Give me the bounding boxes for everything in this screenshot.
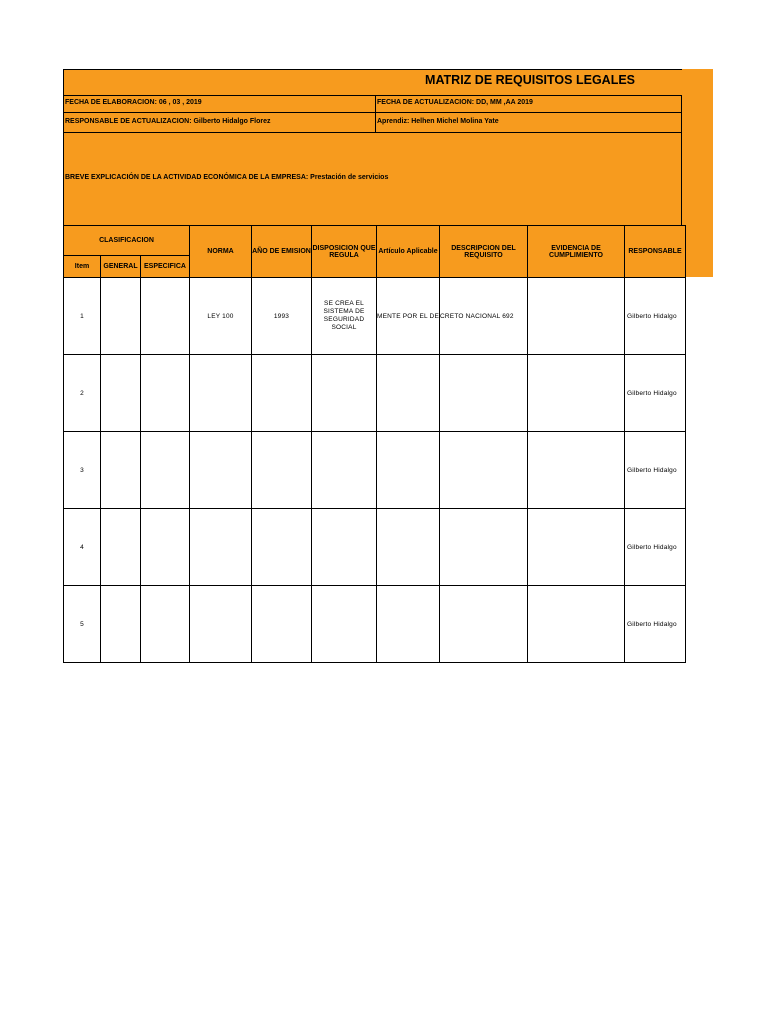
cell-anio[interactable] — [252, 586, 312, 663]
cell-norma[interactable] — [190, 355, 252, 432]
cell-articulo[interactable] — [377, 355, 440, 432]
cell-articulo[interactable] — [377, 509, 440, 586]
col-evidencia: EVIDENCIA DE CUMPLIMIENTO — [528, 226, 625, 278]
col-disposicion: DISPOSICION QUE REGULA — [312, 226, 377, 278]
fecha-actualizacion: FECHA DE ACTUALIZACION: DD, MM ,AA 2019 — [377, 99, 533, 106]
cell-general[interactable] — [101, 432, 141, 509]
cell-item: 5 — [64, 586, 101, 663]
table-row — [64, 355, 686, 432]
cell-evidencia[interactable] — [528, 586, 625, 663]
cell-especifica[interactable] — [141, 432, 190, 509]
cell-responsable[interactable]: Gilberto Hidalgo — [625, 355, 686, 432]
cell-articulo[interactable]: MENTE POR EL DE — [377, 278, 440, 355]
cell-articulo[interactable] — [377, 586, 440, 663]
header-white-gap — [682, 225, 713, 277]
cell-norma[interactable]: LEY 100 — [190, 278, 252, 355]
cell-disposicion[interactable] — [312, 586, 377, 663]
cell-especifica[interactable] — [141, 586, 190, 663]
cell-general[interactable] — [101, 355, 141, 432]
requisitos-table — [63, 225, 686, 663]
col-responsable: RESPONSABLE — [625, 226, 686, 278]
cell-descripcion[interactable]: CRETO NACIONAL 692 — [440, 278, 528, 355]
responsable-actualizacion: RESPONSABLE DE ACTUALIZACION: Gilberto Hidalgo Florez — [65, 118, 271, 125]
cell-evidencia[interactable] — [528, 278, 625, 355]
cell-general[interactable] — [101, 278, 141, 355]
page-title: MATRIZ DE REQUISITOS LEGALES — [425, 73, 635, 87]
cell-norma[interactable] — [190, 586, 252, 663]
col-anio-emision: AÑO DE EMISION — [252, 226, 312, 278]
table-row — [64, 278, 686, 355]
cell-anio[interactable] — [252, 509, 312, 586]
col-general: GENERAL — [101, 256, 141, 278]
cell-responsable[interactable]: Gilberto Hidalgo — [625, 432, 686, 509]
cell-disposicion[interactable]: SE CREA EL SISTEMA DE SEGURIDAD SOCIAL — [312, 278, 377, 355]
cell-general[interactable] — [101, 509, 141, 586]
cell-item: 1 — [64, 278, 101, 355]
cell-articulo[interactable] — [377, 432, 440, 509]
col-norma: NORMA — [190, 226, 252, 278]
table-row — [64, 509, 686, 586]
cell-responsable[interactable]: Gilberto Hidalgo — [625, 509, 686, 586]
cell-disposicion[interactable] — [312, 509, 377, 586]
cell-anio[interactable] — [252, 355, 312, 432]
cell-disposicion[interactable] — [312, 355, 377, 432]
cell-descripcion[interactable] — [440, 586, 528, 663]
cell-especifica[interactable] — [141, 278, 190, 355]
table-row — [64, 586, 686, 663]
cell-disposicion[interactable] — [312, 432, 377, 509]
col-clasificacion: CLASIFICACION — [64, 226, 190, 256]
cell-descripcion[interactable] — [440, 509, 528, 586]
cell-evidencia[interactable] — [528, 355, 625, 432]
aprendiz: Aprendiz: Helhen Michel Molina Yate — [377, 118, 499, 125]
actividad-explicacion: BREVE EXPLICACIÓN DE LA ACTIVIDAD ECONÓMICA DE LA EMPRESA: Prestación de servicios — [65, 174, 389, 181]
cell-norma[interactable] — [190, 432, 252, 509]
cell-item: 2 — [64, 355, 101, 432]
cell-descripcion[interactable] — [440, 355, 528, 432]
col-articulo: Artículo Aplicable — [377, 226, 440, 278]
cell-norma[interactable] — [190, 509, 252, 586]
cell-responsable[interactable]: Gilberto Hidalgo — [625, 278, 686, 355]
cell-evidencia[interactable] — [528, 432, 625, 509]
table-row — [64, 432, 686, 509]
cell-descripcion[interactable] — [440, 432, 528, 509]
col-especifica: ESPECIFICA — [141, 256, 190, 278]
col-descripcion: DESCRIPCION DEL REQUISITO — [440, 226, 528, 278]
cell-anio[interactable] — [252, 432, 312, 509]
cell-anio[interactable]: 1993 — [252, 278, 312, 355]
cell-evidencia[interactable] — [528, 509, 625, 586]
cell-especifica[interactable] — [141, 355, 190, 432]
header-row-1 — [64, 226, 686, 256]
cell-general[interactable] — [101, 586, 141, 663]
cell-item: 3 — [64, 432, 101, 509]
cell-responsable[interactable]: Gilberto Hidalgo — [625, 586, 686, 663]
cell-item: 4 — [64, 509, 101, 586]
fecha-elaboracion: FECHA DE ELABORACION: 06 , 03 , 2019 — [65, 99, 202, 106]
col-item: Item — [64, 256, 101, 278]
cell-especifica[interactable] — [141, 509, 190, 586]
